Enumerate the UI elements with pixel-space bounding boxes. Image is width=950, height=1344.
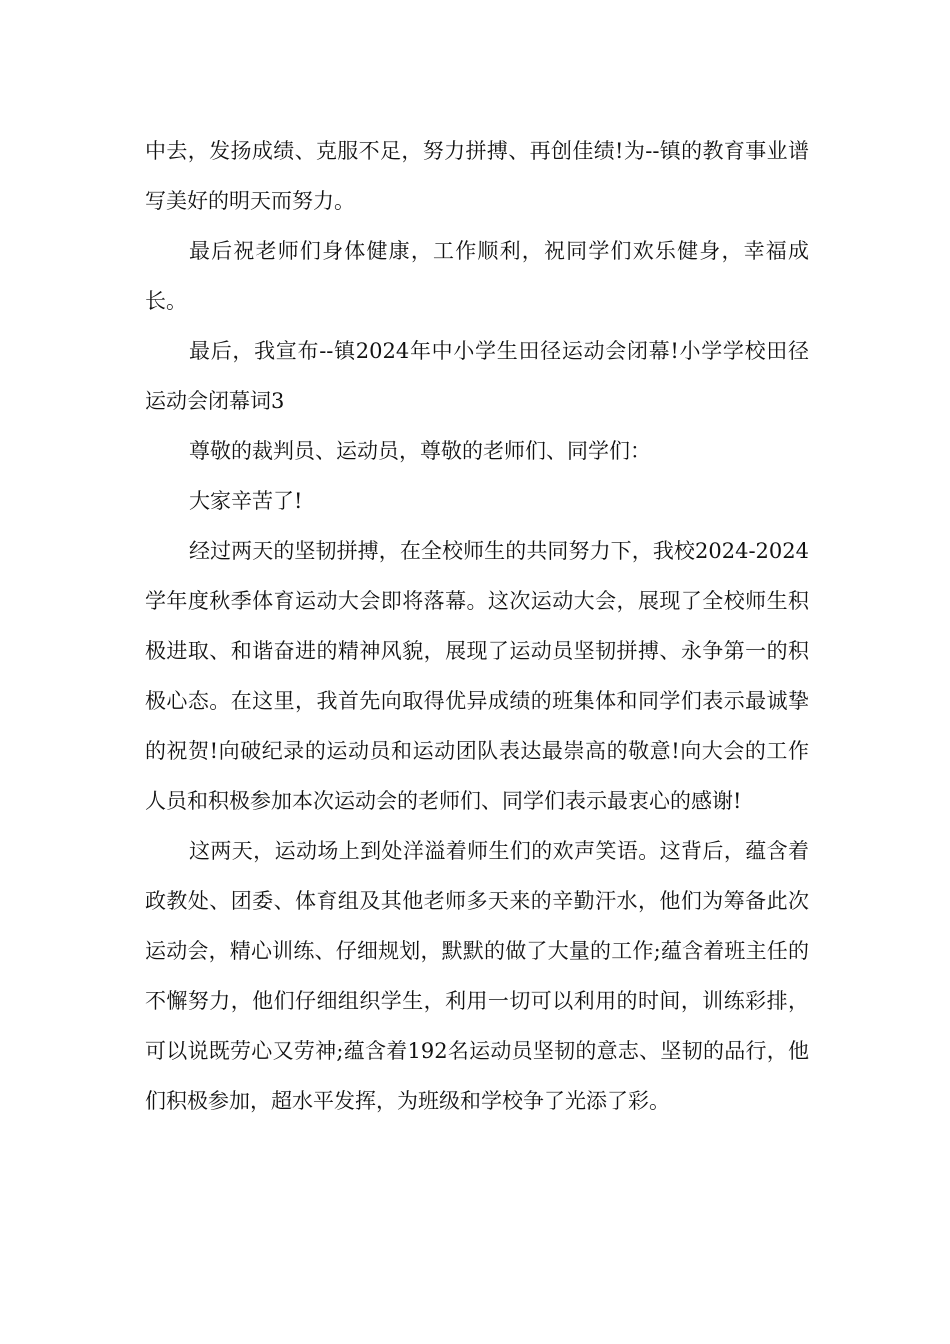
paragraph-3: 最后，我宣布--镇2024年中小学生田径运动会闭幕!小学学校田径运动会闭幕词3 [145, 339, 809, 413]
document-page [145, 126, 809, 1126]
greeting: 大家辛苦了! [189, 489, 303, 513]
paragraph-7: 这两天，运动场上到处洋溢着师生们的欢声笑语。这背后，蕴含着政教处、团委、体育组及其他老师多天来的辛勤汗水，他们为筹备此次运动会，精心训练、仔细规划，默默的做了大量的工作;蕴含着班主任的不懈努力，他们仔细组织学生，利用一切可以利用的时间，训练彩排，可以说既劳心又劳神;蕴含着192名运动员坚韧的意志、坚韧的品行，他们积极参加，超水平发挥，为班级和学校争了光添了彩。 [145, 839, 809, 1113]
paragraph-6: 经过两天的坚韧拼搏，在全校师生的共同努力下，我校2024-2024学年度秋季体育运动大会即将落幕。这次运动大会，展现了全校师生积极进取、和谐奋进的精神风貌，展现了运动员坚韧拼搏、永争第一的积极心态。在这里，我首先向取得优异成绩的班集体和同学们表示最诚挚的祝贺!向破纪录的运动员和运动团队表达最崇高的敬意!向大会的工作人员和积极参加本次运动会的老师们、同学们表示最衷心的感谢! [145, 539, 809, 813]
salutation: 尊敬的裁判员、运动员，尊敬的老师们、同学们： [189, 439, 651, 463]
paragraph-1: 中去，发扬成绩、克服不足，努力拼搏、再创佳绩!为--镇的教育事业谱写美好的明天而努力。 [145, 139, 809, 213]
paragraph-2: 最后祝老师们身体健康，工作顺利，祝同学们欢乐健身，幸福成长。 [145, 239, 809, 313]
